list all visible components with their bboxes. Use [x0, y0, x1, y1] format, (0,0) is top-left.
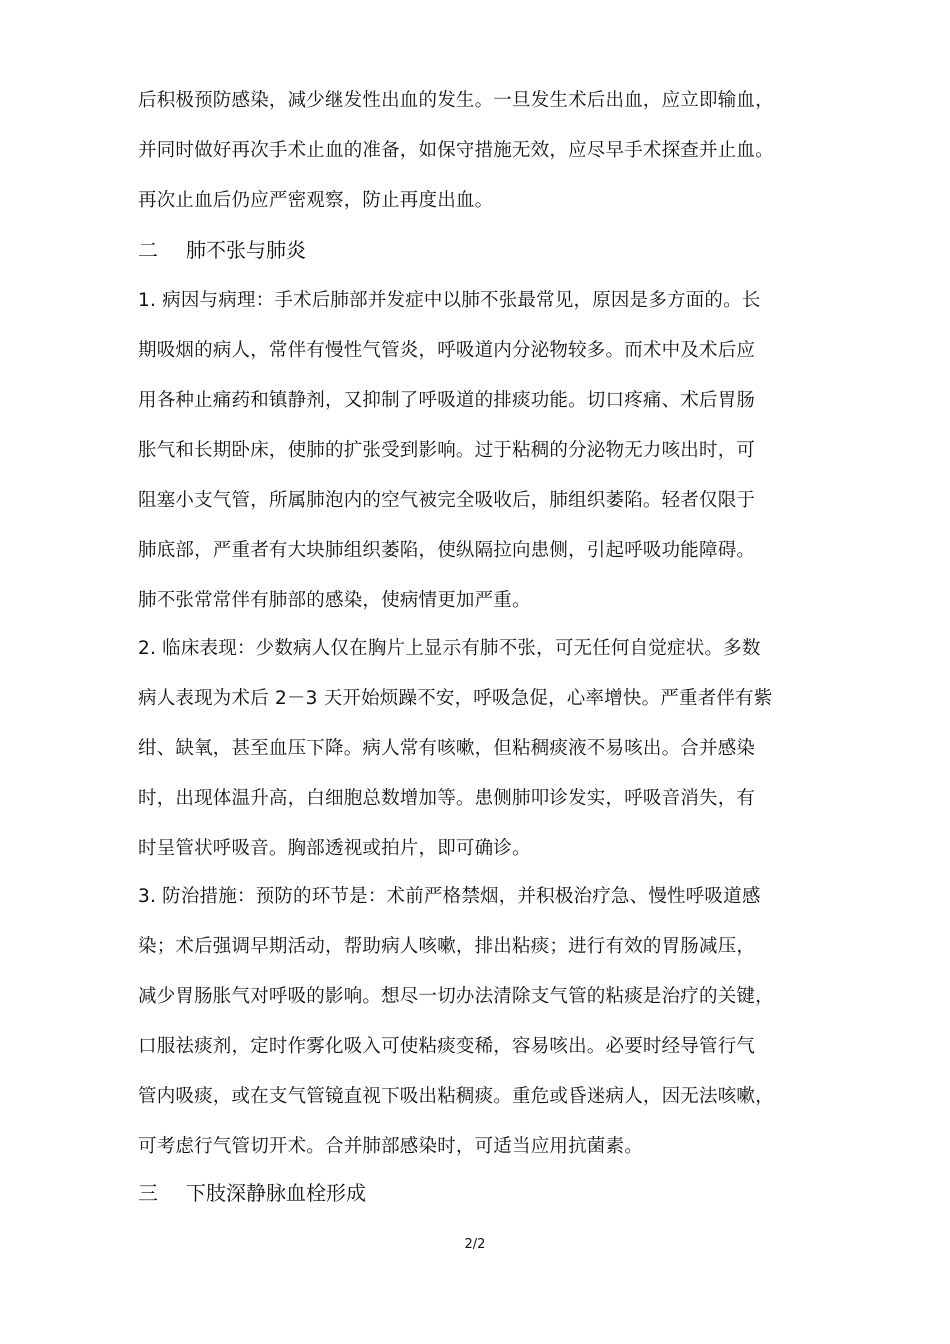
section-heading-3	[138, 1180, 366, 1206]
text-line: 阻塞小支气管，所属肺泡内的空气被完全吸收后，肺组织萎陷。轻者仅限于	[138, 490, 756, 511]
text-line: 后积极预防感染，减少继发性出血的发生。一旦发生术后出血，应立即输血，	[138, 90, 774, 111]
text-line: 管内吸痰，或在支气管镜直视下吸出粘稠痰。重危或昏迷病人，因无法咳嗽，	[138, 1086, 774, 1107]
section-title: 肺不张与肺炎	[186, 238, 306, 262]
text-line: 并同时做好再次手术止血的准备，如保守措施无效，应尽早手术探查并止血。	[138, 140, 774, 161]
text-line: 用各种止痛药和镇静剂，又抑制了呼吸道的排痰功能。切口疼痛、术后胃肠	[138, 390, 756, 411]
text-line: 期吸烟的病人，常伴有慢性气管炎，呼吸道内分泌物较多。而术中及术后应	[138, 340, 756, 361]
text-line: 胀气和长期卧床，使肺的扩张受到影响。过于粘稠的分泌物无力咳出时，可	[138, 440, 756, 461]
section-number: 二	[138, 238, 158, 262]
text-line: 1. 病因与病理：手术后肺部并发症中以肺不张最常见，原因是多方面的。长	[138, 290, 761, 311]
text-line: 口服祛痰剂，定时作雾化吸入可使粘痰变稀，容易咳出。必要时经导管行气	[138, 1036, 756, 1057]
section-title: 下肢深静脉血栓形成	[186, 1181, 366, 1205]
text-line: 时，出现体温升高，白细胞总数增加等。患侧肺叩诊发实，呼吸音消失，有	[138, 788, 756, 809]
text-line: 2. 临床表现：少数病人仅在胸片上显示有肺不张，可无任何自觉症状。多数	[138, 638, 761, 659]
text-line: 肺底部，严重者有大块肺组织萎陷，使纵隔拉向患侧，引起呼吸功能障碍。	[138, 540, 756, 561]
text-line: 病人表现为术后 2－3 天开始烦躁不安，呼吸急促，心率增快。严重者伴有紫	[138, 688, 773, 709]
text-line: 染；术后强调早期活动，帮助病人咳嗽，排出粘痰；进行有效的胃肠减压，	[138, 936, 756, 957]
text-line: 可考虑行气管切开术。合并肺部感染时，可适当应用抗菌素。	[138, 1136, 643, 1157]
text-line: 再次止血后仍应严密观察，防止再度出血。	[138, 190, 494, 211]
text-line: 绀、缺氧，甚至血压下降。病人常有咳嗽，但粘稠痰液不易咳出。合并感染	[138, 738, 756, 759]
section-heading-2	[138, 237, 306, 263]
text-line: 减少胃肠胀气对呼吸的影响。想尽一切办法清除支气管的粘痰是治疗的关键，	[138, 986, 774, 1007]
page-number: 2/2	[464, 1237, 486, 1252]
text-line: 肺不张常常伴有肺部的感染，使病情更加严重。	[138, 590, 531, 611]
section-number: 三	[138, 1181, 158, 1205]
text-line: 时呈管状呼吸音。胸部透视或拍片，即可确诊。	[138, 838, 531, 859]
text-line: 3. 防治措施：预防的环节是：术前严格禁烟，并积极治疗急、慢性呼吸道感	[138, 886, 761, 907]
